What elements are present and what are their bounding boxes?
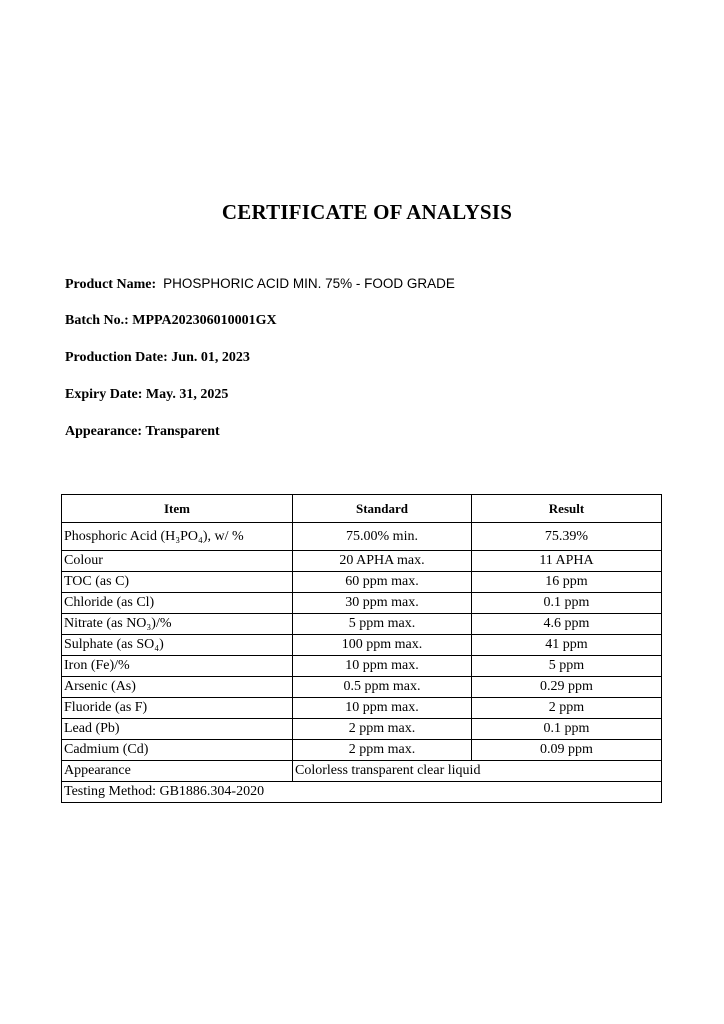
expiry-date-value: May. 31, 2025 — [145, 387, 229, 402]
row-standard: 60 ppm max. — [293, 572, 472, 593]
appearance-value: Transparent — [145, 424, 220, 439]
row-result: 41 ppm — [472, 635, 662, 656]
table-row — [62, 677, 662, 698]
batch-label: Batch No.: — [65, 313, 129, 328]
appearance-row-standard: Colorless transparent clear liquid — [293, 761, 662, 782]
row-standard: 10 ppm max. — [293, 656, 472, 677]
header-result: Result — [472, 495, 662, 523]
table-row — [62, 635, 662, 656]
header-item: Item — [62, 495, 293, 523]
table-row — [62, 740, 662, 761]
testing-method-row — [62, 782, 662, 803]
row-standard: 5 ppm max. — [293, 614, 472, 635]
row-standard: 100 ppm max. — [293, 635, 472, 656]
row-result: 0.09 ppm — [472, 740, 662, 761]
appearance-row-item: Appearance — [62, 761, 293, 782]
table-row — [62, 523, 662, 551]
row-result: 2 ppm — [472, 698, 662, 719]
row-result: 5 ppm — [472, 656, 662, 677]
row-item: Iron (Fe)/% — [62, 656, 293, 677]
row-standard: 2 ppm max. — [293, 740, 472, 761]
appearance-row — [62, 761, 662, 782]
row-standard: 2 ppm max. — [293, 719, 472, 740]
document-title: CERTIFICATE OF ANALYSIS — [221, 200, 513, 224]
batch-line — [65, 313, 277, 329]
header-standard: Standard — [293, 495, 472, 523]
table-row — [62, 698, 662, 719]
product-name-line — [65, 276, 455, 293]
testing-method: Testing Method: GB1886.304-2020 — [62, 782, 662, 803]
row-standard: 0.5 ppm max. — [293, 677, 472, 698]
row-item: Fluoride (as F) — [62, 698, 293, 719]
row-item: Lead (Pb) — [62, 719, 293, 740]
table-row — [62, 572, 662, 593]
row-standard: 20 APHA max. — [293, 551, 472, 572]
row-standard: 30 ppm max. — [293, 593, 472, 614]
row-standard: 10 ppm max. — [293, 698, 472, 719]
product-name-label: Product Name: — [65, 277, 157, 292]
row-item: Arsenic (As) — [62, 677, 293, 698]
row-result: 75.39% — [472, 523, 662, 551]
expiry-date-label: Expiry Date: — [65, 387, 143, 402]
row-item: TOC (as C) — [62, 572, 293, 593]
row-item: Colour — [62, 551, 293, 572]
row-item: Nitrate (as NO₃)/% — [62, 614, 293, 635]
production-date-label: Production Date: — [65, 350, 168, 365]
row-result: 0.1 ppm — [472, 593, 662, 614]
row-item: Phosphoric Acid (H₃PO₄), w/ % — [62, 523, 293, 551]
row-result: 11 APHA — [472, 551, 662, 572]
batch-value: MPPA202306010001GX — [132, 313, 277, 328]
row-result: 0.29 ppm — [472, 677, 662, 698]
analysis-table — [61, 494, 662, 803]
expiry-date-line — [65, 387, 228, 403]
row-standard: 75.00% min. — [293, 523, 472, 551]
table-row — [62, 719, 662, 740]
appearance-label: Appearance: — [65, 424, 142, 439]
production-date-value: Jun. 01, 2023 — [171, 350, 250, 365]
table-row — [62, 551, 662, 572]
row-result: 16 ppm — [472, 572, 662, 593]
production-date-line — [65, 350, 250, 366]
row-result: 0.1 ppm — [472, 719, 662, 740]
row-item: Chloride (as Cl) — [62, 593, 293, 614]
row-item: Cadmium (Cd) — [62, 740, 293, 761]
table-row — [62, 656, 662, 677]
row-item: Sulphate (as SO₄) — [62, 635, 293, 656]
appearance-line — [65, 424, 220, 440]
product-name-value: PHOSPHORIC ACID MIN. 75% - FOOD GRADE — [163, 276, 455, 291]
table-row — [62, 614, 662, 635]
row-result: 4.6 ppm — [472, 614, 662, 635]
table-header-row — [62, 495, 662, 523]
table-row — [62, 593, 662, 614]
